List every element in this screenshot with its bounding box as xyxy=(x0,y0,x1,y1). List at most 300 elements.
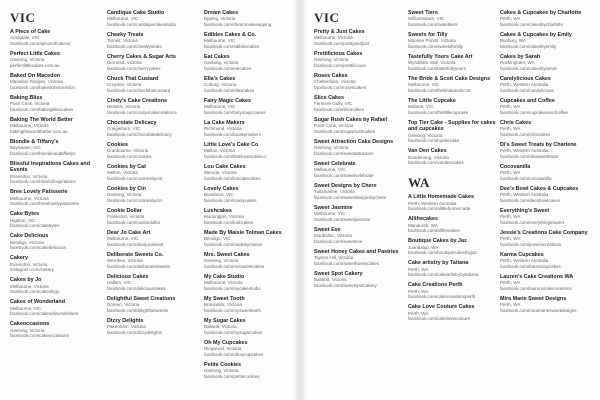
social-link[interactable]: facebook.com/sweetdesignsbychere xyxy=(314,194,387,200)
listing-entry xyxy=(107,54,199,71)
social-link[interactable]: facebook.com/mysugarcakes xyxy=(204,329,263,335)
business-location: Dandenong, Victoria xyxy=(408,154,449,160)
social-link[interactable]: facebook.com/deliciouscakes xyxy=(107,285,166,291)
business-name: Ella's Cakes xyxy=(204,76,236,82)
social-link[interactable]: facebook.com/cocovanilla xyxy=(500,175,552,181)
business-name: Dream Cakes xyxy=(204,10,239,16)
listing-entry xyxy=(408,148,500,165)
business-name: Sweet Attraction Cake Designs xyxy=(314,139,394,145)
listing-entry xyxy=(314,51,406,68)
business-location: Melbourne, Victoria xyxy=(204,280,243,286)
listing-entry xyxy=(408,238,500,255)
listing-entry xyxy=(204,208,296,225)
social-link[interactable]: facebook.com/cheekytreats xyxy=(107,43,162,49)
social-link[interactable]: facebook.com/mrssweetcakes xyxy=(204,263,265,269)
business-name: Cookies by Cin xyxy=(107,186,146,192)
social-link[interactable]: facebook.com/candiquecakestudio xyxy=(107,21,177,27)
social-link[interactable]: facebook.com/sweetspotcakery xyxy=(314,282,377,288)
social-link[interactable]: facebook.com/prettilicious xyxy=(314,62,366,68)
business-location: Perth, WA xyxy=(500,214,521,220)
social-link[interactable]: facebook.com/cakeartistrybytatiana xyxy=(408,272,479,278)
social-link[interactable]: facebook.com/rosescakes xyxy=(314,84,367,90)
business-location: Essendon, Victoria xyxy=(10,261,48,267)
business-location: Geelong, Victoria xyxy=(408,132,443,138)
listing-entry xyxy=(500,252,592,269)
listing-entry xyxy=(107,120,199,137)
listing-entry xyxy=(204,32,296,49)
business-location: Perth, WA xyxy=(500,170,521,176)
business-location: Perth, WA xyxy=(500,280,521,286)
listing-entry xyxy=(204,340,296,357)
business-name: Sweet Celebrate xyxy=(314,161,356,167)
social-link[interactable]: facebook.com/sweetjasmine xyxy=(314,216,371,222)
business-name: My Sugar Cakes xyxy=(204,318,246,324)
business-name: Cakes by Sarah xyxy=(500,54,541,60)
social-link[interactable]: facebook.com/prettyandjust xyxy=(314,40,370,46)
listing-entry xyxy=(107,186,199,203)
social-link[interactable]: facebook.com/blondieandtiffanys xyxy=(10,150,76,156)
business-name: Mrs. Sweet Cakes xyxy=(204,252,250,258)
social-link[interactable]: facebook.com/karmacupcakes xyxy=(500,263,561,269)
business-name: Karma Cupcakes xyxy=(500,252,544,258)
social-link[interactable]: facebook.com/mycakestudio xyxy=(204,285,261,291)
listing-entry xyxy=(107,76,199,93)
business-location: Essendon, Victoria xyxy=(10,173,48,179)
business-location: Derrimut, Victoria xyxy=(107,60,142,66)
social-link[interactable]: facebook.com/miramariesweetdesigns xyxy=(500,307,577,313)
social-link[interactable]: facebook.com/chuckthatcustard xyxy=(107,87,171,93)
business-location: Hallam, VIC xyxy=(107,280,132,286)
listing-entry xyxy=(204,318,296,335)
business-location: Geelong, Victoria xyxy=(10,327,45,333)
listing-entry xyxy=(500,142,592,159)
business-name: Cookies by Cat xyxy=(107,164,146,170)
social-link[interactable]: facebook.com/cakedelicious xyxy=(10,245,67,251)
business-location: Perth, Western Australia xyxy=(500,82,549,88)
business-location: Croydon, Victoria xyxy=(107,82,142,88)
business-location: Mordialloc, Victoria xyxy=(314,233,352,239)
listing-entry xyxy=(107,318,199,335)
listing-entry xyxy=(314,117,406,134)
social-link[interactable]: facebook.com/petitecookies xyxy=(204,373,260,379)
business-name: Perfect Little Cakes xyxy=(10,51,61,57)
business-location: Berwick, Victoria xyxy=(107,104,141,110)
listing-entry xyxy=(500,296,592,313)
listing-entry xyxy=(204,54,296,71)
business-location: Melbourne, VIC xyxy=(107,16,139,22)
business-name: Blondie & Tiffany's xyxy=(10,139,59,145)
business-location: Melbourne, Victoria xyxy=(10,123,49,129)
listing-entry xyxy=(204,186,296,203)
social-link[interactable]: facebook.com/sweetcelebrate xyxy=(314,172,374,178)
social-link[interactable]: perfectlittlecakes.com.au xyxy=(10,62,60,68)
business-name: Sweet Honey Cakes and Pastries xyxy=(314,249,399,255)
column-3 xyxy=(204,10,296,384)
listing-entry xyxy=(107,230,199,247)
business-name: The Bride & Scott Cake Designs xyxy=(408,76,491,82)
business-location: Geelong, Victoria xyxy=(314,145,349,151)
social-link[interactable]: facebook.com/tastefullyyours xyxy=(408,65,467,71)
listing-entry xyxy=(204,296,296,313)
business-name: Little Love's Cake Co xyxy=(204,142,259,148)
social-link[interactable]: facebook.com/fairymagiccakes xyxy=(204,109,266,115)
social-link[interactable]: facebook.com/cakeoccasions xyxy=(10,333,69,339)
social-link[interactable]: facebook.com/ellascakes xyxy=(204,87,255,93)
social-link[interactable]: facebook.com/thelittlecupcake xyxy=(408,109,469,115)
business-name: Tastefully Yours Cake Art xyxy=(408,54,473,60)
listing-entry xyxy=(500,208,592,225)
business-location: Williamstown, VIC xyxy=(408,16,445,22)
business-name: Cakes by Jo xyxy=(10,277,42,284)
business-name: Lovely Cakes xyxy=(204,186,239,192)
business-name: Lou Cake Cakes xyxy=(204,164,246,170)
listing-entry xyxy=(314,249,406,266)
social-link[interactable]: facebook.com/cookies xyxy=(107,153,152,159)
social-link[interactable]: facebook.com/slicecakes xyxy=(314,106,365,112)
social-link[interactable]: facebook.com/cindyscakecreations xyxy=(107,109,177,115)
social-link[interactable]: facebook.com/everythingssweet xyxy=(500,219,565,225)
listing-entry xyxy=(408,32,500,49)
listing-entry xyxy=(314,29,406,46)
social-link[interactable]: facebook.com/vandencakes xyxy=(408,160,464,166)
business-name: The Little Cupcake xyxy=(408,98,456,104)
social-link[interactable]: facebook.com/candylicious xyxy=(500,87,554,93)
social-link[interactable]: facebook.com/cakesofwonderland xyxy=(10,311,79,317)
listing-entry xyxy=(107,10,199,27)
business-name: Cakes & Cupcakes by Charlotte xyxy=(500,10,582,16)
business-name: Dear Jo Cake Art xyxy=(107,230,151,236)
business-name: La Cake Makers xyxy=(204,120,245,126)
business-name: Sweet Jasmine xyxy=(314,205,353,211)
business-location: Perth, Western Australia xyxy=(500,148,549,154)
social-link[interactable]: facebook.com/bakedonmacedon xyxy=(10,84,76,90)
social-link[interactable]: facebook.com/alittlehomemade xyxy=(408,206,471,212)
business-location: Point Cook, Victoria xyxy=(10,101,50,107)
listing-entry xyxy=(408,260,500,277)
column-6 xyxy=(500,10,592,318)
business-location: Melbourne, VIC xyxy=(204,38,236,44)
listing-entry xyxy=(314,161,406,178)
social-link[interactable]: facebook.com/sweetsfortilly xyxy=(408,43,464,49)
listing-entry xyxy=(10,321,102,338)
business-name: Cake Delicious xyxy=(10,233,49,240)
business-location: Coburg, Victoria xyxy=(204,82,237,88)
business-location: Perth, WA xyxy=(408,310,429,316)
social-link[interactable]: facebook.com/dreamcakesepping xyxy=(204,21,272,27)
listing-entry xyxy=(204,230,296,247)
social-link[interactable]: facebook.com/sweettiers xyxy=(408,21,458,27)
business-location: Frankston, Victoria xyxy=(107,214,145,220)
business-location: Ballarat, VIC xyxy=(408,104,434,110)
social-link[interactable]: facebook.com/mysweettooth xyxy=(204,307,262,313)
social-link[interactable]: facebook.com/cakesbyjo xyxy=(10,289,60,295)
social-link[interactable]: facebook.com/cakesbycharlotte xyxy=(500,21,564,27)
listing-entry xyxy=(107,208,199,225)
business-location: Perth, Western Australia xyxy=(500,258,549,264)
social-link[interactable]: facebook.com/delightfulsweets xyxy=(107,307,169,313)
business-location: Melbourne, Victoria xyxy=(314,35,353,41)
business-name: Bree Lovely Patisserie xyxy=(10,189,68,196)
business-location: Mandurah, WA xyxy=(408,222,438,228)
business-name: Cookies xyxy=(107,142,128,148)
social-link[interactable]: facebook.com/sugarrushcakes xyxy=(314,128,376,134)
listing-entry xyxy=(408,194,500,211)
listing-entry xyxy=(10,211,102,228)
listing-entry xyxy=(204,252,296,269)
business-location: Melbourne, VIC xyxy=(10,305,42,311)
listing-entry xyxy=(107,142,199,159)
business-location: Mernda, Victoria xyxy=(204,170,237,176)
business-location: Melbourne, Victoria xyxy=(10,283,49,289)
business-name: Cake Bytes xyxy=(10,211,40,218)
listing-entry xyxy=(408,54,500,71)
business-location: Cheltenham, Victoria xyxy=(314,79,356,85)
social-link[interactable]: facebook.com/cakesbysarah xyxy=(500,65,558,71)
listing-entry xyxy=(204,142,296,159)
listing-entry xyxy=(204,76,296,93)
business-location: Melbourne, VIC xyxy=(314,167,346,173)
listing-entry xyxy=(314,73,406,90)
social-link[interactable]: facebook.com/blissfulinspirations xyxy=(10,179,76,185)
business-name: Cake Creations Perth xyxy=(408,282,463,289)
business-name: Top Tier Cake - Supplies for cakes and cupcakes xyxy=(408,120,496,133)
business-name: Blissful Inspirations Cakes and Events xyxy=(10,161,90,174)
business-location: Bendigo, VIC xyxy=(204,236,231,242)
listing-entry xyxy=(314,183,406,200)
listing-entry xyxy=(107,32,199,49)
social-link[interactable]: facebook.com/sweetattraction xyxy=(314,150,374,156)
social-link[interactable]: facebook.com/cookiesbycat xyxy=(107,175,163,181)
listing-entry xyxy=(500,10,592,27)
business-name: Cakeoccasions xyxy=(10,321,50,328)
social-link[interactable]: facebook.com/cookiedollar xyxy=(107,219,161,225)
business-location: Geelong, Victoria xyxy=(204,368,239,374)
listing-entry xyxy=(500,32,592,49)
business-name: Candique Cake Studio xyxy=(107,10,165,16)
business-name: Allthecakes xyxy=(408,216,438,223)
business-location: Epping, Victoria xyxy=(204,16,236,22)
listing-entry xyxy=(500,186,592,203)
social-link[interactable]: facebook.com/loucakecakes xyxy=(204,175,261,181)
business-name: Pretty & Just Cakes xyxy=(314,29,365,35)
business-name: Cake artistry by Tatiana xyxy=(408,260,469,267)
business-location: Bayswater, VIC xyxy=(10,145,41,151)
business-location: Werribee, Victoria xyxy=(107,258,143,264)
social-link[interactable]: facebook.com/lushcakes xyxy=(204,219,254,225)
business-location: Perth, WA xyxy=(500,16,521,22)
business-location: Tarneit, Victoria xyxy=(107,38,138,44)
business-location: Armadale, VIC xyxy=(10,35,40,41)
social-link[interactable]: facebook.com/apieceofcakevic xyxy=(10,40,72,46)
listing-entry xyxy=(500,274,592,291)
business-name: Cupcakes and Coffee xyxy=(500,98,555,104)
social-link[interactable]: facebook.com/sweeteve xyxy=(314,238,363,244)
listing-entry xyxy=(10,139,102,156)
business-location: Perth, WA xyxy=(408,266,429,272)
business-name: Jessie's Creations Cake Company xyxy=(500,230,588,236)
business-location: Melbourne, VIC xyxy=(408,82,440,88)
listing-entry xyxy=(500,164,592,181)
listing-entry xyxy=(107,164,199,181)
social-link[interactable]: facebook.com/lacakemakers xyxy=(204,131,262,137)
business-location: Melton, Victoria xyxy=(204,148,235,154)
social-link[interactable]: facebook.com/deliberatesweets xyxy=(107,263,171,269)
business-location: Joondalup, WA xyxy=(408,244,439,250)
social-link[interactable]: facebook.com/toptiercake xyxy=(408,138,460,144)
listing-entry xyxy=(408,76,500,93)
business-name: Lushcakes xyxy=(204,208,232,214)
business-name: Baking The World Better xyxy=(10,117,73,123)
social-link[interactable]: facebook.com/thebrideandscott xyxy=(408,87,471,93)
business-name: Sweet Eve xyxy=(314,227,341,233)
listing-entry xyxy=(314,205,406,222)
region-heading: WA xyxy=(408,175,430,191)
social-link[interactable]: facebook.com/cakelovecouture xyxy=(408,316,471,322)
business-location: Geelong, Victoria xyxy=(204,60,239,66)
business-location: Highton, VIC xyxy=(10,217,36,223)
business-name: Petite Cookies xyxy=(204,362,242,368)
social-link[interactable]: facebook.com/cherrycakes xyxy=(107,65,161,71)
business-name: Cakes & Cupcakes by Emily xyxy=(500,32,572,38)
business-name: Cake Love Couture Cakes xyxy=(408,304,475,311)
business-name: Dee's Bowl Cakes & Cupcakes xyxy=(500,186,579,192)
social-link[interactable]: facebook.com/ohmycupcakes xyxy=(204,351,264,357)
business-location: Geelong, Victoria xyxy=(314,57,349,63)
business-name: Deliberate Sweets Co. xyxy=(107,252,164,258)
social-link[interactable]: facebook.com/littlelovescakeco xyxy=(204,153,267,159)
business-name: Cheeky Treats xyxy=(107,32,144,38)
region-heading: VIC xyxy=(10,10,36,25)
listing-entry xyxy=(408,98,500,115)
column-5 xyxy=(408,10,500,326)
business-name: Sweet Spot Cakery xyxy=(314,271,363,277)
column-1 xyxy=(10,10,102,343)
business-location: Ferntree Gully, VIC xyxy=(314,101,353,107)
listing-entry xyxy=(408,120,500,143)
business-location: Perth, WA xyxy=(500,236,521,242)
social-link[interactable]: facebook.com/cookiesbycin xyxy=(107,197,163,203)
business-location: Ballarat, Victoria xyxy=(314,277,347,283)
social-link[interactable]: facebook.com/boutiquecakesbyjaz xyxy=(408,250,477,256)
social-link[interactable]: facebook.com/eatcakes xyxy=(204,65,252,71)
social-link[interactable]: facebook.com/lovelycakes xyxy=(204,197,257,203)
listing-entry xyxy=(314,271,406,288)
listing-entry xyxy=(408,10,500,27)
business-name: Cakery xyxy=(10,255,28,262)
business-name: Chuck That Custard xyxy=(107,76,159,82)
social-link[interactable]: facebook.com/allthecakes xyxy=(408,228,460,234)
business-name: Eat Cakes xyxy=(204,54,230,60)
business-location: Melbourne, VIC xyxy=(204,104,236,110)
business-name: Van Den Cakes xyxy=(408,148,447,155)
listing-entry xyxy=(10,233,102,250)
listing-entry xyxy=(500,230,592,247)
social-link[interactable]: instagram.com/cakery xyxy=(10,267,55,273)
business-name: Delicious Cakes xyxy=(107,274,149,280)
business-location: Moonee Ponds, Victoria xyxy=(408,38,456,44)
business-location: Craigieburn, VIC xyxy=(107,126,141,132)
business-name: Mira Marie Sweet Designs xyxy=(500,296,567,302)
listing-entry xyxy=(408,304,500,321)
listing-entry xyxy=(10,255,102,272)
business-location: Geelong, Victoria xyxy=(107,192,142,198)
social-link[interactable]: facebook.com/laurenscakecreations xyxy=(500,285,572,291)
social-link[interactable]: facebook.com/dizzydelights xyxy=(107,329,163,335)
business-location: Bunbury, WA xyxy=(500,38,527,44)
business-location: Ballarat, Victoria xyxy=(204,324,237,330)
social-link[interactable]: bakingtheworldbetter.com.au xyxy=(10,128,68,134)
business-location: Point Cook, Victoria xyxy=(314,123,354,129)
business-location: Rockingham, WA xyxy=(500,60,535,66)
business-name: Edibles Cakes & Co. xyxy=(204,32,257,38)
listing-entry xyxy=(10,51,102,68)
social-link[interactable]: facebook.com/bakingblisscakes xyxy=(10,106,74,112)
listing-entry xyxy=(500,120,592,137)
listing-entry xyxy=(408,216,500,233)
listing-entry xyxy=(204,10,296,27)
business-location: Melton, Victoria xyxy=(107,170,138,176)
business-name: Sweets for Tilly xyxy=(408,32,448,38)
social-link[interactable]: facebook.com/dissweettreats xyxy=(500,153,559,159)
social-link[interactable]: facebook.com/chocolatedelicacy xyxy=(107,131,172,137)
business-name: Chris Cakes xyxy=(500,120,532,126)
business-name: Dizzy Delights xyxy=(107,318,144,324)
listing-entry xyxy=(500,54,592,71)
business-name: A Little Homemade Cakes xyxy=(408,194,475,201)
listing-entry xyxy=(107,98,199,115)
social-link[interactable]: facebook.com/sweethoneycakes xyxy=(314,260,380,266)
social-link[interactable]: facebook.com/cakebytes xyxy=(10,223,60,229)
business-location: Melbourne, Victoria xyxy=(10,195,49,201)
business-name: Cindy's Cake Creations xyxy=(107,98,167,104)
listing-entry xyxy=(107,252,199,269)
listing-entry xyxy=(10,277,102,294)
social-link[interactable]: facebook.com/breelovelypatisserie xyxy=(10,201,80,207)
social-link[interactable]: facebook.com/cakesbyemily xyxy=(500,43,557,49)
social-link[interactable]: facebook.com/madebymaisie xyxy=(204,241,263,247)
business-location: Doreen, Victoria xyxy=(107,302,140,308)
column-4 xyxy=(314,10,406,293)
listing-entry xyxy=(204,98,296,115)
business-location: Perth, WA xyxy=(500,126,521,132)
listing-entry xyxy=(10,189,102,206)
listing-entry xyxy=(204,120,296,137)
social-link[interactable]: facebook.com/jessiescreations xyxy=(500,241,562,247)
listing-entry xyxy=(10,299,102,316)
business-name: Cocovanilla xyxy=(500,164,531,170)
social-link[interactable]: facebook.com/cupcakesandcoffee xyxy=(500,109,568,115)
listing-entry xyxy=(500,98,592,115)
social-link[interactable]: facebook.com/cakecreationsperth xyxy=(408,294,476,300)
business-location: Perth, Western Australia xyxy=(500,192,549,198)
listing-entry xyxy=(204,362,296,379)
listing-entry xyxy=(10,29,102,46)
business-name: Boutique Cakes by Jaz xyxy=(408,238,467,245)
business-location: Cranbourne, Victoria xyxy=(107,148,149,154)
listing-entry xyxy=(314,227,406,244)
business-location: Perth, WA xyxy=(500,104,521,110)
social-link[interactable]: facebook.com/dearjocakeart xyxy=(107,241,164,247)
business-name: Cherry Cakes & Sugar Arts xyxy=(107,54,177,60)
listing-entry xyxy=(408,282,500,299)
business-location: Perth, WA xyxy=(408,288,429,294)
social-link[interactable]: facebook.com/chriscakes xyxy=(500,131,551,137)
business-name: Sugar Rush Cakes by Rafael xyxy=(314,117,388,123)
business-location: Pakenham, Victoria xyxy=(107,324,146,330)
social-link[interactable]: facebook.com/deesbowlcakes xyxy=(500,197,561,203)
business-location: Brunswick, Victoria xyxy=(204,302,242,308)
social-link[interactable]: facebook.com/ediblescakes xyxy=(204,43,260,49)
